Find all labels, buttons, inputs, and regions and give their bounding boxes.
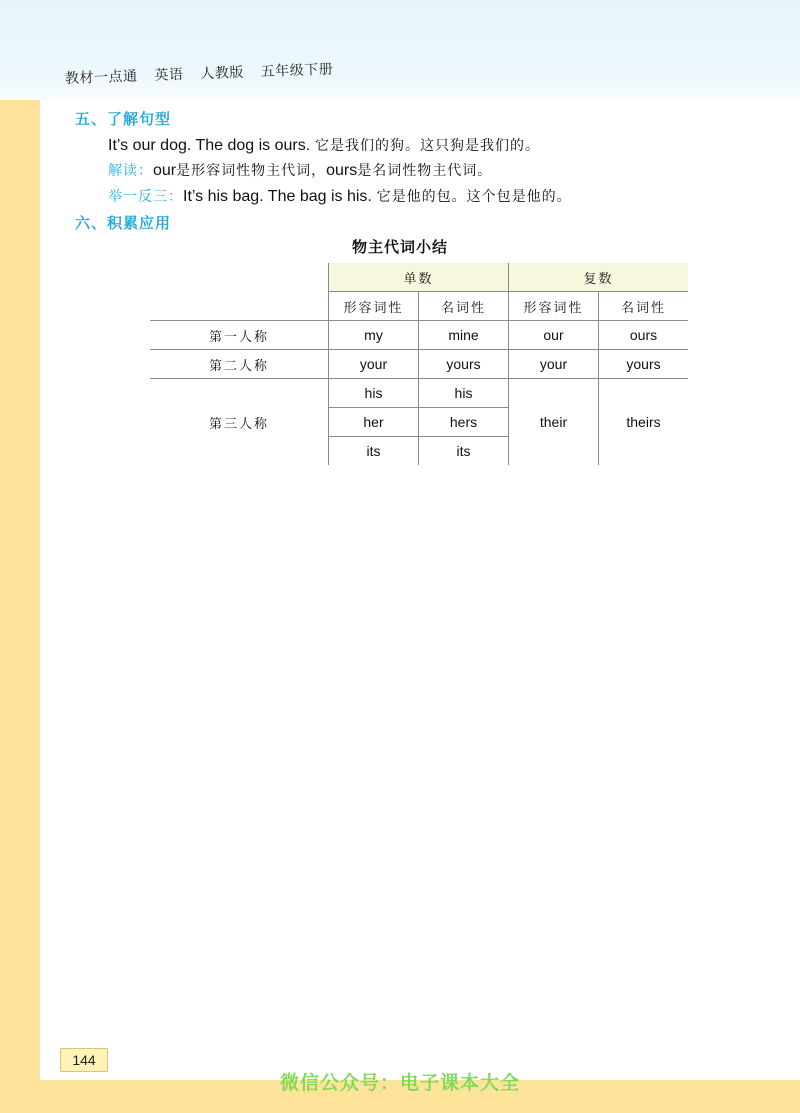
explanation-label: 解读： bbox=[108, 163, 153, 179]
page-number: 144 bbox=[60, 1048, 108, 1072]
extension-english: It’s his bag. The bag is his. bbox=[183, 188, 372, 205]
cell-third-singular-nom-1: his bbox=[419, 379, 509, 408]
example-sentence bbox=[108, 135, 540, 155]
table-header-row-number bbox=[150, 263, 688, 292]
example-chinese: 它是我们的狗。这只狗是我们的。 bbox=[314, 138, 540, 154]
subject-name: 英语 bbox=[154, 66, 184, 84]
cell-second-plural-adj: your bbox=[509, 350, 599, 379]
table-header-row-type bbox=[150, 292, 688, 321]
book-name: 教材一点通 bbox=[64, 68, 138, 87]
explanation-line bbox=[108, 160, 492, 180]
extension-label: 举一反三： bbox=[108, 189, 183, 205]
header-plural-adjectival: 形容词性 bbox=[509, 292, 599, 321]
table-row-second-person bbox=[150, 350, 688, 379]
possessive-pronoun-table bbox=[150, 263, 688, 465]
watermark-text: 微信公众号：电子课本大全 bbox=[279, 1072, 520, 1094]
explanation-text-2: 是名词性物主代词。 bbox=[357, 163, 493, 179]
explanation-term-our: our bbox=[153, 162, 177, 179]
table-row-first-person bbox=[150, 321, 688, 350]
explanation-text-1: 是形容词性物主代词， bbox=[176, 163, 327, 179]
cell-third-singular-adj-3: its bbox=[329, 437, 419, 466]
cell-first-plural-adj: our bbox=[509, 321, 599, 350]
cell-second-singular-nom: yours bbox=[419, 350, 509, 379]
table-corner-cell bbox=[150, 263, 329, 292]
extension-chinese: 它是他的包。这个包是他的。 bbox=[376, 189, 572, 205]
cell-second-singular-adj: your bbox=[329, 350, 419, 379]
cell-third-plural-adj: their bbox=[509, 379, 599, 466]
cell-second-plural-nom: yours bbox=[599, 350, 689, 379]
example-english: It’s our dog. The dog is ours. bbox=[108, 137, 311, 154]
table-title: 物主代词小结 bbox=[351, 238, 448, 256]
cell-third-singular-adj-1: his bbox=[329, 379, 419, 408]
cell-first-plural-nom: ours bbox=[599, 321, 689, 350]
row-label-first: 第一人称 bbox=[150, 321, 329, 350]
header-singular-adjectival: 形容词性 bbox=[329, 292, 419, 321]
header-band bbox=[0, 0, 800, 110]
table-row-third-person-1 bbox=[150, 379, 688, 408]
extension-line bbox=[108, 186, 572, 206]
cell-third-singular-adj-2: her bbox=[329, 408, 419, 437]
cell-third-plural-nom: theirs bbox=[599, 379, 689, 466]
header-plural-nominal: 名词性 bbox=[599, 292, 689, 321]
row-label-third: 第三人称 bbox=[150, 379, 329, 466]
cell-third-singular-nom-3: its bbox=[419, 437, 509, 466]
table-corner-cell-2 bbox=[150, 292, 329, 321]
header-singular: 单数 bbox=[329, 263, 509, 292]
explanation-term-ours: ours bbox=[326, 162, 358, 179]
cell-third-singular-nom-2: hers bbox=[419, 408, 509, 437]
header-singular-nominal: 名词性 bbox=[419, 292, 509, 321]
header-plural: 复数 bbox=[509, 263, 689, 292]
section-5-title: 五、了解句型 bbox=[75, 110, 172, 128]
cell-first-singular-adj: my bbox=[329, 321, 419, 350]
grade-name: 五年级下册 bbox=[260, 61, 334, 81]
row-label-second: 第二人称 bbox=[150, 350, 329, 379]
cell-first-singular-nom: mine bbox=[419, 321, 509, 350]
section-6-title: 六、积累应用 bbox=[75, 214, 172, 232]
edition-name: 人教版 bbox=[200, 64, 245, 83]
